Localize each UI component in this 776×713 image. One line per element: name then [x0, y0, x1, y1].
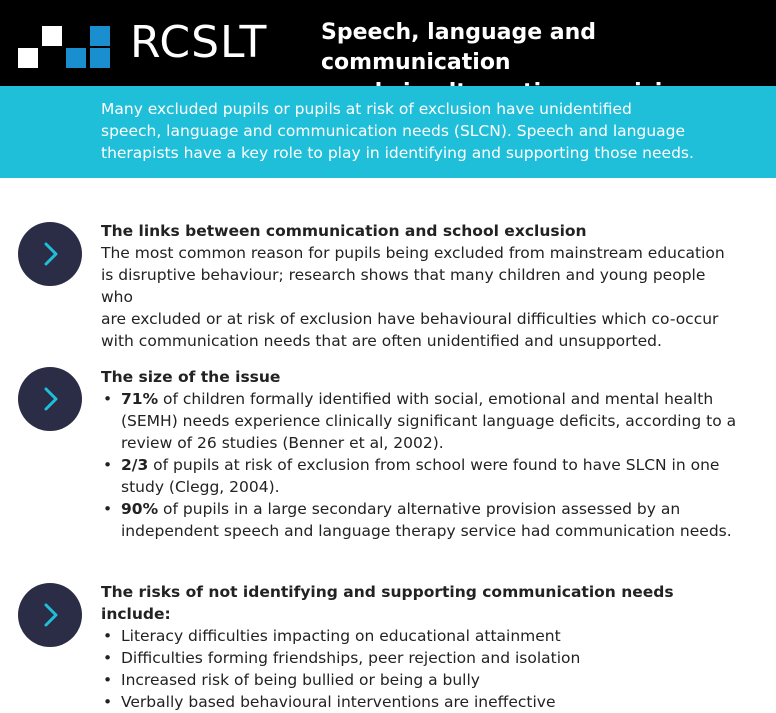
statistic-text: (SEMH) needs experience clinically significant language deficits, according to a — [121, 412, 737, 430]
intro-line: therapists have a key role to play in identifying and supporting those needs. — [101, 144, 694, 162]
statistic-text: of pupils in a large secondary alternative provision assessed by an — [158, 500, 681, 518]
section-body — [101, 220, 741, 352]
logo-square — [18, 48, 38, 68]
statistic-value: 71% — [121, 390, 159, 408]
paragraph-line: The most common reason for pupils being excluded from mainstream education — [101, 244, 725, 262]
title-line: Speech, language and communication — [321, 20, 597, 75]
intro-banner — [0, 86, 776, 178]
logo-square — [90, 26, 110, 46]
logo-square — [42, 26, 62, 46]
list-item: • Literacy difficulties impacting on educational attainment — [101, 625, 741, 647]
section-heading: The risks of not identifying and supporting communication needs include: — [101, 583, 674, 623]
statistic-text: of children formally identified with social, emotional and mental health — [158, 390, 714, 408]
intro-text — [101, 98, 701, 164]
section-body — [101, 581, 741, 713]
chevron-circle — [18, 583, 82, 647]
section-heading: The links between communication and school exclusion — [101, 222, 587, 240]
list-item: • Difficulties forming friendships, peer rejection and isolation — [101, 647, 741, 669]
logo-square — [66, 48, 86, 68]
header — [0, 0, 776, 86]
statistic-text: study (Clegg, 2004). — [121, 478, 280, 496]
paragraph-line: with communication needs that are often unidentified and unsupported. — [101, 332, 662, 350]
intro-line: Many excluded pupils or pupils at risk of exclusion have unidentified — [101, 100, 632, 118]
chevron-right-icon — [18, 367, 82, 431]
list-item — [101, 454, 741, 498]
chevron-circle — [18, 222, 82, 286]
intro-line: speech, language and communication needs (SLCN). Speech and language — [101, 122, 686, 140]
statistics-list — [101, 388, 741, 542]
chevron-right-icon — [18, 583, 82, 647]
list-item: • Increased risk of being bullied or being a bully — [101, 669, 741, 691]
logo-text: RCSLT — [130, 17, 268, 68]
list-item: • Verbally based behavioural interventions are ineffective — [101, 691, 741, 713]
statistic-text: review of 26 studies (Benner et al, 2002). — [121, 434, 444, 452]
chevron-right-icon — [18, 222, 82, 286]
paragraph-line: are excluded or at risk of exclusion have behavioural difficulties which co-occur — [101, 310, 719, 328]
statistic-value: 90% — [121, 500, 159, 518]
chevron-circle — [18, 367, 82, 431]
section-body — [101, 366, 741, 542]
section-heading: The size of the issue — [101, 368, 281, 386]
list-item — [101, 498, 741, 542]
paragraph-line: is disruptive behaviour; research shows that many children and young people who — [101, 266, 706, 306]
statistic-text: independent speech and language therapy service had communication needs. — [121, 522, 732, 540]
logo-square — [90, 48, 110, 68]
list-item — [101, 388, 741, 454]
statistic-text: of pupils at risk of exclusion from school were found to have SLCN in one — [148, 456, 720, 474]
statistic-value: 2/3 — [121, 456, 149, 474]
